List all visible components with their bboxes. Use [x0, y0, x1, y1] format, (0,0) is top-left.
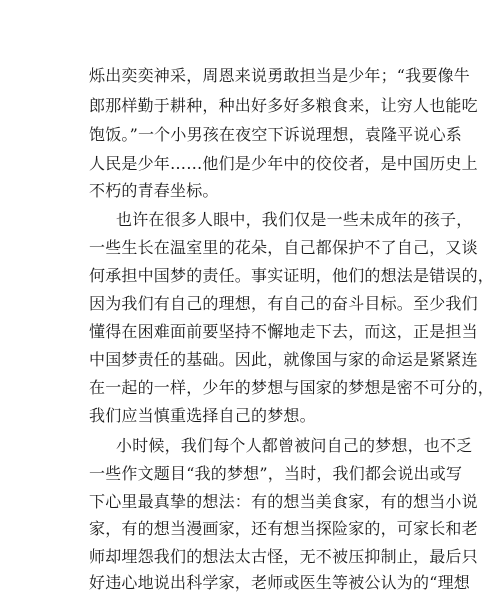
text-line: 懂得在困难面前要坚持不懈地走下去，而这，正是担当: [89, 322, 478, 341]
text-line: 不朽的青春坐标。: [89, 181, 219, 200]
paragraph-first-line: 小时候，我们每个人都曾被问自己的梦想，也不乏: [116, 436, 473, 455]
text-line: 一些作文题目“我的梦想”，当时，我们都会说出或写: [89, 464, 463, 483]
text-line: 中国梦责任的基础。因此，就像国与家的命运是紧紧连: [89, 350, 478, 369]
text-line: 何承担中国梦的责任。事实证明，他们的想法是错误的，: [89, 266, 495, 285]
text-line: 因为我们有自己的理想，有自己的奋斗目标。至少我们: [89, 294, 478, 313]
text-line: 郎那样勤于耕种，种出好多好多粮食来，让穷人也能吃: [89, 96, 478, 115]
text-line: 在一起的一样，少年的梦想与国家的梦想是密不可分的，: [89, 378, 495, 397]
text-line: 师却埋怨我们的想法太古怪，无不被压抑制止，最后只: [89, 547, 478, 566]
text-line: 饱饭。”一个小男孩在夜空下诉说理想，袁隆平说心系: [89, 125, 462, 144]
text-line: 烁出奕奕神采，周恩来说勇敢担当是少年；“我要像牛: [89, 66, 470, 85]
text-line: 好违心地说出科学家，老师或医生等被公认为的“理想: [89, 573, 470, 592]
paragraph-first-line: 也许在很多人眼中，我们仅是一些未成年的孩子，: [116, 210, 473, 229]
text-line: 人民是少年……他们是少年中的佼佼者，是中国历史上: [89, 154, 478, 173]
text-line: 我们应当慎重选择自己的梦想。: [89, 406, 316, 425]
text-line: 下心里最真挚的想法：有的想当美食家，有的想当小说: [89, 492, 478, 511]
text-line: 家，有的想当漫画家，还有想当探险家的，可家长和老: [89, 519, 478, 538]
text-line: 一些生长在温室里的花朵，自己都保护不了自己，又谈: [89, 238, 478, 257]
